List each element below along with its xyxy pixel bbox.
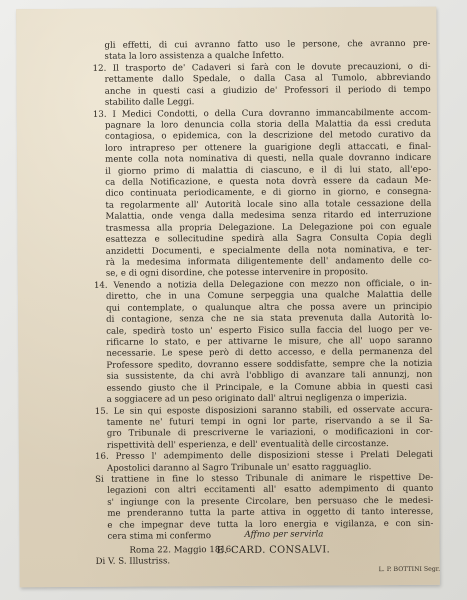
text-line: essendo giusto che il Principale, e la Comune abbia in questi casi [106, 381, 433, 394]
closing-block [244, 529, 323, 539]
text-line: mente colla nota nominativa di questi, nella quale dovranno indicare [105, 152, 432, 165]
text-line: 14. Venendo a notizia della Delegazione con mezzo non officiale, o in- [93, 278, 432, 291]
text-line: qui contemplate, o qualunque altra che possa avere un principio [106, 301, 433, 314]
text-line: se, e di ogni disordine, che potesse intervenire in proposito. [105, 267, 369, 280]
text-line: Apostolici daranno al Sagro Tribunale un' esatto ragguaglio. [107, 461, 372, 474]
text-line: legazioni con altri eccitamenti all' esatto adempimento di quanto [107, 484, 434, 497]
text-line: Di V. S. Illustriss. [95, 556, 171, 567]
text-line: rispettività dell' esperienza, e dell' eventualità delle circostanze. [106, 438, 389, 451]
text-line: necessarie. Le spese però di detto accesso, e della permanenza del [106, 347, 433, 360]
signature: E. CARD. CONSALVI. [216, 544, 331, 557]
text-line: 13. I Medici Condotti, o della Cura dovranno immancabilmente accom- [92, 107, 431, 120]
text-line: pagnare la loro denuncia colla storia della Malattia da essi creduta [104, 118, 431, 131]
text-line: e che impegnar deve tutta la loro energia e vigilanza, e con sin- [107, 518, 434, 531]
text-line: 16. Presso l' adempimento delle disposizioni stesse i Prelati Delegati [94, 449, 433, 463]
text-line: tamente ne' futuri tempi in ogni lor parte, riservando a se il Sa- [106, 415, 433, 428]
text-line: stata la loro assistenza a qualche Infetto. [104, 51, 285, 63]
text-line: dico continuata periodicamente, e di giorno in giorno, e consegna- [105, 187, 432, 200]
text-line: rà la medesima informata diligentemente dell' andamento delle co- [105, 255, 432, 268]
text-line: diretto, che in una Comune serpeggia una qualche Malattia delle [105, 290, 433, 303]
text-line: ca della Notificazione, e questa nota dovrà essere da cadaun Me- [105, 175, 432, 188]
text-line: anzidetti Documenti, e specialmente della nota nominativa, e ter- [105, 244, 432, 257]
text-line: 12. Il trasporto de' Cadaveri si farà con le dovute precauzioni, o di- [92, 61, 431, 74]
text-line: stabilito dalle Leggi. [104, 97, 195, 108]
document-page [16, 7, 440, 588]
closing-formula: Affmo per servirla [244, 529, 324, 540]
text-line: il giorno primo di malattia di ciascuno, e il di lui stato, all'epo- [105, 164, 432, 177]
text-line: Professore spedito, dovranno essere soddisfatte, sempre che la notizia [106, 358, 433, 371]
text-line: loro intrapreso per ottenere la guarigione degli attaccati, e final- [105, 141, 432, 154]
text-line: Si trattiene in fine lo stesso Tribunale di animare le rispettive De- [95, 472, 434, 485]
text-line: sia sussistente, da chi avrà l'obbligo di avanzare tali annunzj, non [106, 369, 433, 382]
text-line: a soggiacere ad un peso originato dall' altrui negligenza o imperizia. [106, 392, 408, 405]
text-line: contagiosa, o epidemica, con la descrizione del metodo curativo da [104, 130, 432, 143]
text-line: Malattia, onde venga dalla medesima senza ritardo ed interruzione [105, 210, 432, 223]
text-line: Roma 22. Maggio 1816. [129, 544, 235, 556]
text-line: esattezza e sollecitudine spedirà alla Sagra Consulta Copia degli [105, 232, 432, 245]
text-line: cera stima mi confermo [107, 531, 212, 542]
text-line: s' ingiunge con la presente Circolare, ben persuaso che le medesi- [107, 495, 434, 508]
text-line: rificarne lo stato, e per attivarne le misure, che all' uopo saranno [106, 335, 433, 348]
text-line: 15. Le sin qui esposte disposizioni saranno stabili, ed osservate accura- [94, 404, 433, 417]
text-line: cale, spedirà tosto un' esperto Fisico sulla faccia del luogo per ve- [106, 324, 433, 337]
text-line: gli effetti, di cui avranno fatto uso le persone, che avranno pre- [104, 38, 431, 51]
printer-note: L. P. BOTTINI Segr. [378, 565, 440, 574]
text-line: di contagione, senza che ne sia stata prevenuta dalla Autorità lo- [106, 312, 433, 325]
text-line: gro Tribunale di prescriverne le variazioni, o modificazioni in cor- [106, 427, 433, 440]
text-line: trasmessa alla propria Delegazione. La Delegazione poi con eguale [105, 221, 432, 234]
text-line: anche in questi casi a giudizio de' Professori il periodo di tempo [104, 84, 431, 97]
text-line: ta regolarmente all' Autorità locale sino alla totale cessazione della [105, 198, 432, 211]
text-line: rettamente dallo Spedale, o dalla Casa al Tumolo, abbreviando [104, 73, 431, 86]
text-line: me prenderanno tutta la parte attiva in oggetto di tanto interesse, [107, 507, 434, 520]
document-body [92, 38, 434, 568]
